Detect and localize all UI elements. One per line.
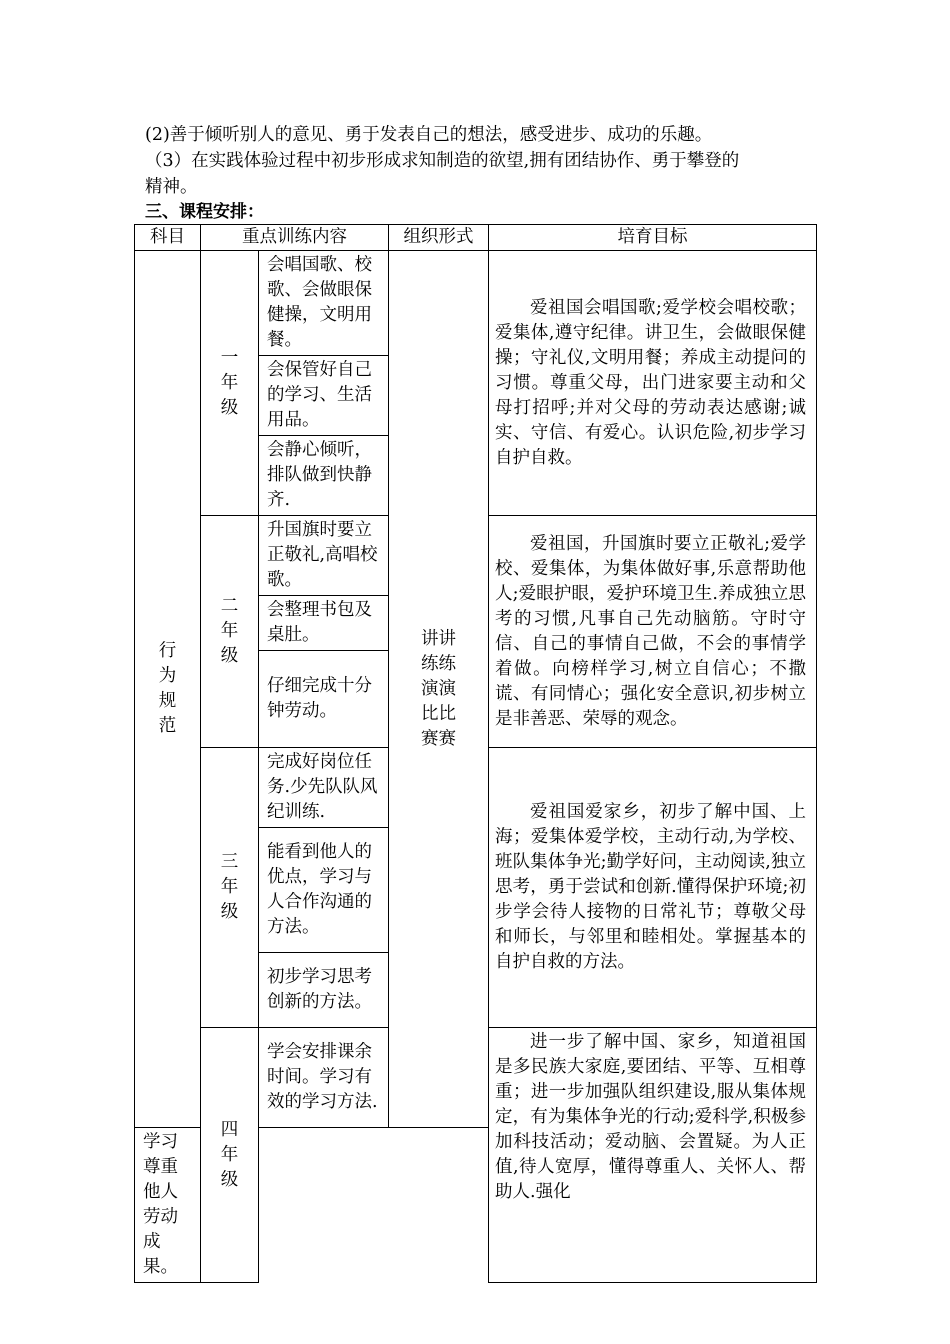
grade-3-label: 三年级: [220, 852, 239, 922]
grade-4-goal: 进一步了解中国、家乡，知道祖国是多民族大家庭,要团结、平等、互相尊重；进一步加强队组织建设,服从集体规定，有为集体争光的行动;爱科学,积极参加科技活动；爱动脑、会置疑。为人正值,待人宽厚，懂得尊重人、关怀人、帮助人.强化: [489, 1028, 817, 1283]
grade-2-goal: 爱祖国，升国旗时要立正敬礼;爱学校、爱集体，为集体做好事,乐意帮助他人;爱眼护眼，爱护环境卫生.养成独立思考的习惯,凡事自己先动脑筋。守时守信、自己的事情自己做，不会的事情学着做。向榜样学习,树立自信心；不撒谎、有同情心；强化安全意识,初步树立是非善恶、荣辱的观念。: [489, 516, 817, 748]
grade-2-content-3: 仔细完成十分钟劳动。: [259, 651, 389, 748]
organization-cell: [389, 251, 489, 1128]
section-heading: 三、课程安排：: [145, 202, 264, 222]
grade-2-label: 二年级: [220, 596, 239, 666]
header-goal: 培育目标: [489, 225, 817, 251]
intro-line-2: （3）在实践体验过程中初步形成求知制造的欲望,拥有团结协作、勇于攀登的: [145, 151, 740, 171]
grade-1-content-3: 会静心倾听，排队做到快静齐.: [259, 436, 389, 516]
grade-3-goal: 爱祖国爱家乡，初步了解中国、上海；爱集体爱学校，主动行动,为学校、班队集体争光;勤学好问，主动阅读,独立思考，勇于尝试和创新.懂得保护环境;初步学会待人接物的日常礼节；尊敬父母和师长，与邻里和睦相处。掌握基本的自护自救的方法。: [489, 748, 817, 1028]
grade-4-label: 四年级: [220, 1119, 239, 1190]
intro-line-3: 精神。: [145, 177, 198, 197]
course-table: [134, 224, 817, 1283]
grade-1-label: 一年级: [220, 347, 239, 418]
grade-3-cell: [201, 748, 259, 1028]
grade-1-content-2: 会保管好自己的学习、生活用品。: [259, 356, 389, 436]
grade-1-goal: 爱祖国会唱国歌;爱学校会唱校歌；爱集体,遵守纪律。讲卫生，会做眼保健操；守礼仪,文明用餐；养成主动提问的习惯。尊重父母，出门进家要主动和父母打招呼;并对父母的劳动表达感谢;诚实、守信、有爱心。认识危险,初步学习自护自救。: [489, 251, 817, 516]
grade-3-content-3: 初步学习思考创新的方法。: [259, 953, 389, 1028]
grade-2-content-2: 会整理书包及桌肚。: [259, 596, 389, 651]
grade-4-content-1: 学会安排课余时间。学习有效的学习方法.: [259, 1028, 389, 1128]
subject-cell: [135, 251, 201, 1128]
subject-text: 行为规范: [158, 641, 177, 736]
grade-2-cell: [201, 516, 259, 748]
grade-1-content-1: 会唱国歌、校歌、会做眼保健操，文明用餐。: [259, 251, 389, 356]
grade-4-cell: [201, 1028, 259, 1283]
header-subject: 科目: [135, 225, 201, 251]
table-row: [135, 251, 817, 356]
grade-1-cell: [201, 251, 259, 516]
table-header-row: [135, 225, 817, 251]
grade-4-content-2: 学习尊重他人劳动成果。: [135, 1128, 201, 1283]
header-organization: 组织形式: [389, 225, 489, 251]
header-content: 重点训练内容: [201, 225, 389, 251]
intro-line-1: (2)善于倾听别人的意见、勇于发表自己的想法，感受进步、成功的乐趣。: [145, 125, 713, 145]
organization-text: 讲讲练练演演比比赛赛: [421, 628, 456, 749]
grade-3-content-2: 能看到他人的优点，学习与人合作沟通的方法。: [259, 828, 389, 953]
grade-2-content-1: 升国旗时要立正敬礼,高唱校歌。: [259, 516, 389, 596]
grade-3-content-1: 完成好岗位任务.少先队队风纪训练.: [259, 748, 389, 828]
